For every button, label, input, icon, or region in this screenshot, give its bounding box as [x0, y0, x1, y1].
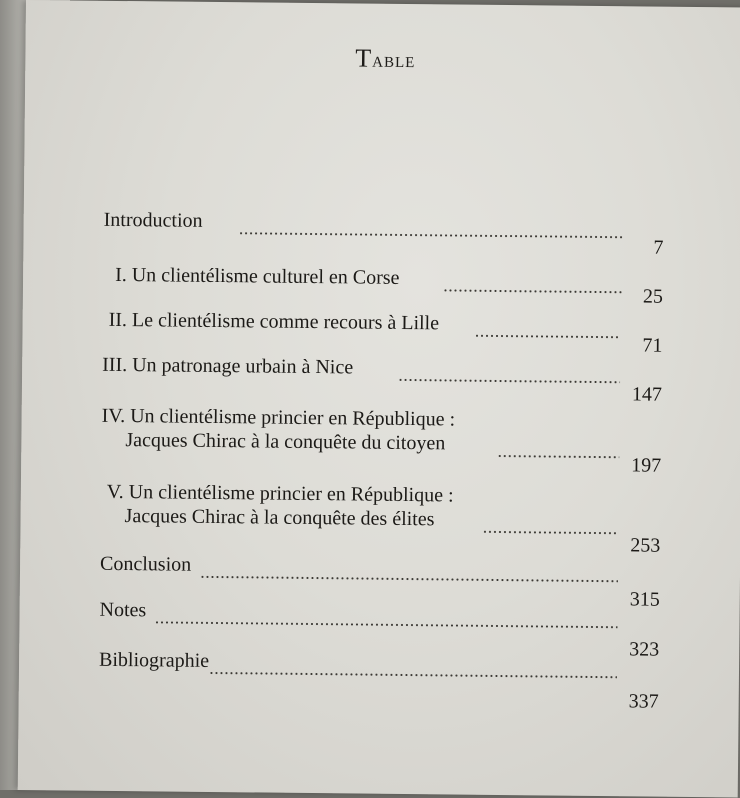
dot-leader: [443, 289, 623, 293]
dot-leader: [209, 672, 617, 678]
entry-label: II. Le clientélisme comme recours à Lille: [108, 308, 440, 335]
page-number: 7: [653, 236, 664, 259]
entry-label-line-2: Jacques Chirac à la conquête du citoyen: [125, 429, 446, 455]
entry-label: III. Un patronage urbain à Nice: [102, 353, 354, 379]
entry-label: Notes: [99, 598, 147, 622]
page-number: 253: [630, 534, 661, 557]
toc-entry-chapter-3: [102, 353, 663, 406]
page-number: 147: [631, 383, 663, 406]
entry-label-line-2: Jacques Chirac à la conquête des élites: [124, 505, 435, 531]
page-number: 25: [642, 285, 664, 308]
toc-entry-chapter-2: [103, 308, 663, 357]
dot-leader: [474, 335, 620, 339]
page-number: 71: [642, 334, 663, 357]
page-number: 323: [629, 638, 660, 661]
toc-entry-introduction: [103, 208, 664, 259]
dot-leader: [154, 621, 617, 628]
page-title: Table: [355, 43, 416, 73]
page-number: 315: [629, 588, 660, 611]
page-number: 337: [628, 690, 659, 713]
toc-entry-chapter-4: [101, 404, 662, 477]
dot-leader: [398, 379, 620, 383]
entry-label: Conclusion: [99, 552, 192, 576]
dot-leader: [482, 531, 618, 534]
table-of-contents: [98, 208, 664, 713]
page-number: 197: [631, 454, 662, 477]
dot-leader: [200, 576, 618, 582]
toc-entry-chapter-5: [101, 480, 661, 557]
dot-leader: [497, 455, 619, 458]
entry-label: Bibliographie: [98, 648, 210, 672]
entry-label: Introduction: [103, 208, 203, 232]
book-page: [18, 0, 740, 797]
entry-label-line-1: V. Un clientélisme princier en République :: [106, 480, 454, 507]
dot-leader: [239, 232, 624, 238]
toc-entry-chapter-1: [103, 263, 664, 308]
entry-label-line-1: IV. Un clientélisme princier en République :: [101, 404, 456, 431]
entry-label: I. Un clientélisme culturel en Corse: [115, 263, 400, 289]
